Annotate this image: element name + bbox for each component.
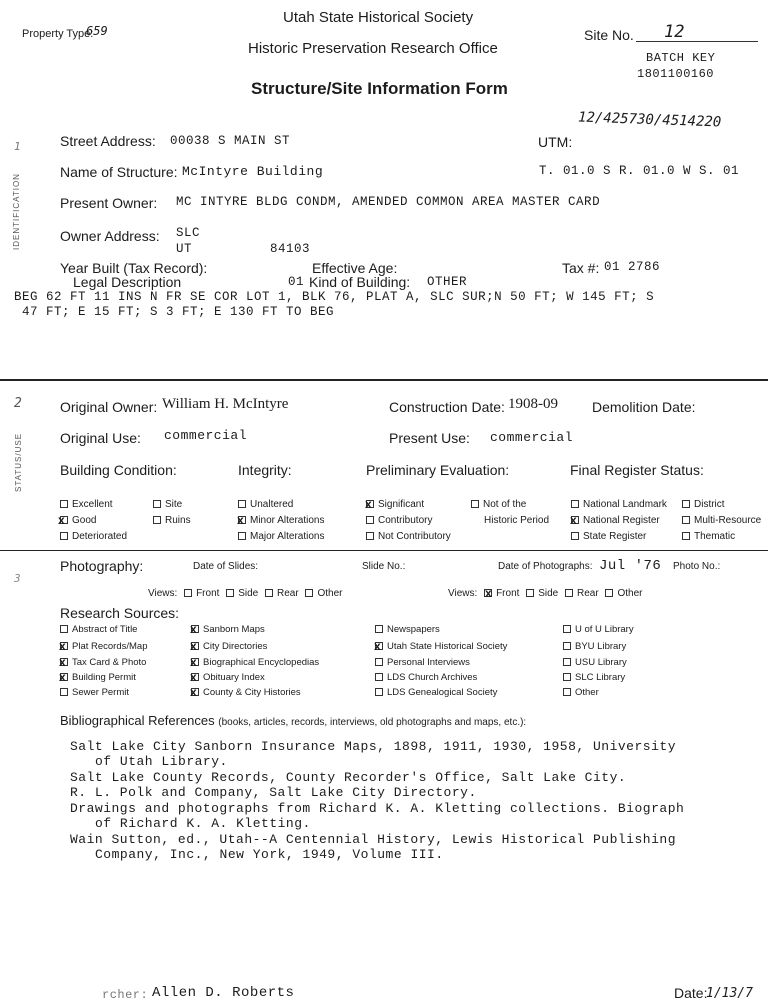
present-owner-value: MC INTYRE BLDG CONDM, AMENDED COMMON AREA MASTER CARD [176,195,601,209]
utm-handwritten: 12/425730/4514220 [577,109,722,131]
research-building-permit[interactable]: Building Permit [60,672,136,683]
kind-of-building-label: Kind of Building: [309,274,411,290]
photography-label: Photography: [60,558,144,574]
final-multi-resource[interactable]: Multi-Resource [682,515,761,526]
bibliography-line-5: Drawings and photographs from Richard K. A. Kletting collections. Biograph [70,801,685,816]
demolition-date-label: Demolition Date: [592,399,696,415]
research-slc-library[interactable]: SLC Library [563,672,625,683]
side-section-2: 2 [14,396,22,411]
original-owner-value: William H. McIntyre [162,396,289,412]
research-plat-records[interactable]: Plat Records/Map [60,641,148,652]
side-section-3: 3 [14,572,21,585]
researcher-label: rcher: [102,988,149,1002]
building-condition-label: Building Condition: [60,462,177,478]
present-owner-label: Present Owner: [60,195,158,211]
kind-of-building-value: OTHER [427,275,468,289]
site-no-value: 12 [664,22,685,42]
condition-site[interactable]: Site [153,499,182,510]
structure-name-label: Name of Structure: [60,164,178,180]
tax-number-value: 01 2786 [604,260,661,274]
research-personal-interviews[interactable]: Personal Interviews [375,657,470,668]
prelim-not-contributory[interactable]: Not Contributory [366,531,451,542]
batch-key-label: BATCH KEY [646,51,716,65]
bibliography-line-1: Salt Lake City Sanborn Insurance Maps, 1898, 1911, 1930, 1958, University [70,739,676,754]
slides-date-label: Date of Slides: [193,561,259,572]
check-mark-tax-card: x [59,655,66,669]
check-mark-photo-front: x [485,586,492,600]
photos-views-row: Views: Front Side Rear Other [448,588,643,599]
research-lds-church-archives[interactable]: LDS Church Archives [375,672,477,683]
final-national-register[interactable]: National Register [571,515,660,526]
photos-date-value: Jul '76 [599,558,662,574]
bibliography-line-2: of Utah Library. [95,754,228,769]
check-mark-city-directories: x [190,639,197,653]
check-mark-county-city-histories: x [190,685,197,699]
org-name: Utah State Historical Society [283,9,474,26]
original-use-value: commercial [164,428,248,443]
prelim-not-historic-period-line2: Historic Period [484,515,550,526]
research-city-directories[interactable]: City Directories [191,641,267,652]
check-mark-utah-state-historical-society: x [374,639,381,653]
slides-views-row: Views: Front Side Rear Other [148,588,343,599]
original-owner-label: Original Owner: [60,399,158,415]
photo-no-label: Photo No.: [673,561,721,572]
owner-address-zip: 84103 [270,242,311,256]
owner-address-label: Owner Address: [60,228,160,244]
property-type-value: 659 [86,24,108,38]
condition-excellent[interactable]: Excellent [60,499,113,510]
structure-name-value: McIntyre Building [182,164,324,179]
check-mark-biographical-encyclopedias: x [190,655,197,669]
owner-address-line1: SLC [176,226,201,240]
owner-address-line2: UT [176,242,193,256]
effective-age-label: Effective Age: [312,260,398,276]
final-state-register[interactable]: State Register [571,531,646,542]
slide-no-label: Slide No.: [362,561,406,572]
research-biographical-encyclopedias[interactable]: Biographical Encyclopedias [191,657,319,668]
legal-description-line1: BEG 62 FT 11 INS N FR SE COR LOT 1, BLK 76, PLAT A, SLC SUR;N 50 FT; W 145 FT; S [14,290,655,304]
check-mark-building-permit: x [59,670,66,684]
construction-date-value: 1908-09 [508,396,558,412]
research-tax-card[interactable]: Tax Card & Photo [60,657,146,668]
research-byu-library[interactable]: BYU Library [563,641,626,652]
side-section-1: 1 [14,140,21,153]
integrity-label: Integrity: [238,462,292,478]
research-utah-state-historical-society[interactable]: Utah State Historical Society [375,641,507,652]
side-label-identification: IDENTIFICATION [12,173,21,250]
research-obituary-index[interactable]: Obituary Index [191,672,265,683]
street-address-value: 00038 S MAIN ST [170,134,291,148]
research-usu-library[interactable]: USU Library [563,657,627,668]
kind-code: 01 [288,275,305,289]
street-address-label: Street Address: [60,133,156,149]
batch-key-value: 1801100160 [637,67,715,81]
bibliography-heading: Bibliographical References (books, articles, records, interviews, old photographs and maps, etc.): [60,713,527,728]
check-mark-plat-records: x [59,639,66,653]
bibliography-line-7: Wain Sutton, ed., Utah--A Centennial History, Lewis Historical Publishing [70,832,676,847]
utm-label: UTM: [538,134,573,150]
legal-description-label: Legal Description [73,274,182,290]
bibliography-line-3: Salt Lake County Records, County Recorder's Office, Salt Lake City. [70,770,627,785]
bibliography-line-8: Company, Inc., New York, 1949, Volume III. [95,847,444,862]
form-title: Structure/Site Information Form [251,79,508,98]
research-lds-genealogical-society[interactable]: LDS Genealogical Society [375,687,497,698]
researcher-value: Allen D. Roberts [152,985,295,1001]
condition-ruins[interactable]: Ruins [153,515,191,526]
section-divider-1 [0,379,768,381]
check-mark-obituary-index: x [190,670,197,684]
final-national-landmark[interactable]: National Landmark [571,499,667,510]
integrity-minor-alterations[interactable]: Minor Alterations [238,515,324,526]
prelim-contributory[interactable]: Contributory [366,515,432,526]
check-mark-minor-alterations: x [237,513,244,527]
condition-deteriorated[interactable]: Deteriorated [60,531,127,542]
final-register-status-label: Final Register Status: [570,462,704,478]
site-no-underline [636,41,758,42]
research-county-city-histories[interactable]: County & City Histories [191,687,301,698]
section-divider-2 [0,550,768,551]
research-sanborn-maps[interactable]: Sanborn Maps [191,624,265,635]
research-u-of-u-library[interactable]: U of U Library [563,624,634,635]
check-mark-significant: x [365,497,372,511]
date-label: Date: [674,985,708,1001]
research-newspapers[interactable]: Newspapers [375,624,440,635]
tsr-value: T. 01.0 S R. 01.0 W S. 01 [539,164,740,178]
year-built-label: Year Built (Tax Record): [60,260,208,276]
bibliography-line-4: R. L. Polk and Company, Salt Lake City Directory. [70,785,477,800]
check-mark-national-register: x [570,513,577,527]
date-value: 1/13/7 [706,986,753,1001]
prelim-not-historic-period[interactable]: Not of the [471,499,526,510]
research-sources-label: Research Sources: [60,605,180,621]
photos-date-label: Date of Photographs: [498,561,593,572]
prelim-significant[interactable]: Significant [366,499,424,510]
integrity-unaltered[interactable]: Unaltered [238,499,293,510]
bibliography-line-6: of Richard K. A. Kletting. [95,816,311,831]
property-type-label: Property Type: [22,28,94,40]
final-district[interactable]: District [682,499,725,510]
research-abstract-of-title[interactable]: Abstract of Title [60,624,137,635]
research-other[interactable]: Other [563,687,599,698]
present-use-value: commercial [490,430,574,445]
office-name: Historic Preservation Research Office [248,40,498,57]
check-mark-good: x [58,513,65,527]
original-use-label: Original Use: [60,430,141,446]
integrity-major-alterations[interactable]: Major Alterations [238,531,324,542]
construction-date-label: Construction Date: [389,399,505,415]
check-mark-sanborn-maps: x [190,622,197,636]
legal-description-line2: 47 FT; E 15 FT; S 3 FT; E 130 FT TO BEG [22,305,335,319]
final-thematic[interactable]: Thematic [682,531,735,542]
tax-number-label: Tax #: [562,260,600,276]
condition-good[interactable]: Good [60,515,96,526]
present-use-label: Present Use: [389,430,470,446]
research-sewer-permit[interactable]: Sewer Permit [60,687,129,698]
side-label-status-use: STATUS/USE [14,432,23,492]
preliminary-evaluation-label: Preliminary Evaluation: [366,462,510,478]
site-no-label: Site No. [584,27,634,43]
